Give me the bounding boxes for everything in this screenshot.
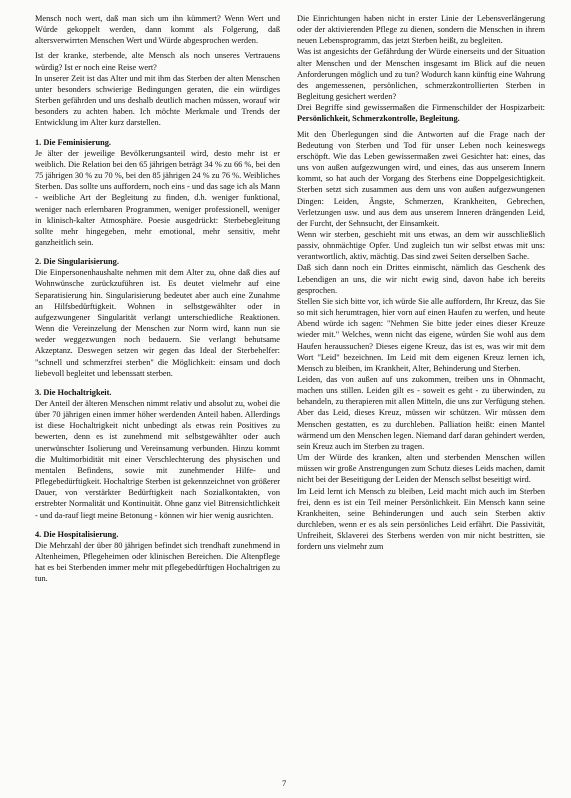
paragraph: Mensch noch wert, daß man sich um ihn kümmert? Wenn Wert und Würde gekoppelt werden, dann kommt als Folgerung, daß altersverwirrten Menschen Wert und Würde abgesprochen werden.	[35, 14, 280, 46]
paragraph: Die Mehrzahl der über 80 jährigen befindet sich trendhaft zunehmend in Altenheimen, Pflegeheimen oder klinischen Bereichen. Die Altenpflege hat es bei Sterbenden immer mehr mit pflegebedürftigen Hochaltrigen zu tun.	[35, 540, 280, 584]
paragraph: Stellen Sie sich bitte vor, ich würde Sie alle auffordern, Ihr Kreuz, das Sie so mit sich herumtragen, hier vorn auf einen Haufen zu werfen, und heute Abend würde ich sagen: "Nehmen Sie bitte jeder eines dieser Kreuze wieder mit." Welches, wenn nicht das eigene, würden Sie wohl aus dem Haufen heraussuchen? Dieses eigene Kreuz, das ist es, was wir mit dem Wort "Leid" bezeichnen. Im Leid mit dem eigenen Kreuz lernen ich, Mensch zu bleiben, im Krankheit, Alter, Behinderung und Sterben.	[297, 296, 545, 373]
section-heading: 3. Die Hochaltrigkeit.	[35, 387, 112, 397]
paragraph: Im Leid lernt ich Mensch zu bleiben, Leid macht mich auch im Sterben frei, denn es ist ein Teil meiner Persönlichkeit. Ein Mensch kann seine Krankheiten, seine Behinderungen und auch sein Sterben aktiv durchleben, wenn er es als sein persönliches Leid erfährt. Die Passivität, Unfreiheit, Sklaverei des Sterbens werden von mir nicht bestritten, sie fordern uns vielmehr zum	[297, 486, 545, 552]
right-column	[297, 13, 545, 553]
paragraph: Ist der kranke, sterbende, alte Mensch als noch unseres Vertrauens würdig? Ist er noch eine Reise wert?	[35, 51, 280, 72]
paragraph: Wenn wir sterben, geschieht mit uns etwas, an dem wir ausschließlich passiv, ohnmächtige Opfer. Und zugleich tun wir selbst etwas mit uns: verantwortlich, aktiv, mächtig. Das sind zwei Seiten derselben Sache.	[297, 229, 545, 262]
page-number: 7	[282, 778, 287, 788]
left-column	[35, 13, 280, 585]
paragraph-text: Drei Begriffe sind gewissermaßen die Firmenschilder der Hospizarbeit:	[297, 103, 545, 113]
paragraph: Der Anteil der älteren Menschen nimmt relativ und absolut zu, wobei die über 70 jährigen einen immer höher werdenden Anteil haben. Allerdings ist diese Hochaltrigkeit nicht unbedingt als etwas rein Positives zu bewerten, denn es ist zunehmend mit selbstgewählter oder auch unerwünschter Isolierung und Vereinsamung verbunden. Hinzu kommt die Multimorbidität mit einer Verschlechterung des physischen und mentalen Befindens, sowie mit zunehmender Hilfe- und Pflegebedürftigkeit. Hochaltrige Sterben ist gekennzeichnet von größerer Dauer, von verstärkter Bedürftigkeit nach Sozialkontakten, von erstrebter Normalität und Kontinuität. Ohne ganz viel Bitrensichtlichkeit - und da-rauf liegt meine Betonung - können wir hier wenig ausrichten.	[35, 399, 280, 520]
section-heading: 1. Die Feminisierung.	[35, 137, 112, 147]
paragraph: Die Einrichtungen haben nicht in erster Linie der Lebensverlängerung oder der aktivierenden Pflege zu dienen, sondern die Menschen in ihrem neuen Lebensprogramm, das jetzt Sterben heißt, zu begleiten.	[297, 14, 545, 46]
paragraph: Was ist angesichts der Gefährdung der Würde einerseits und der Situation alter Menschen und der Menschen insgesamt im Blick auf die neuen Anforderungen möglich und zu tun? Wodurch kann künftig eine Wahrung des angemessenen, persönlichen, schmerzkontrollierten Sterben in Begleitung gesichert werden?	[297, 47, 545, 102]
paragraph	[297, 102, 545, 124]
section-heading: 4. Die Hospitalisierung.	[35, 529, 119, 539]
section-heading: 2. Die Singularisierung.	[35, 257, 119, 267]
paragraph: Die Einpersonenhaushalte nehmen mit dem Alter zu, ohne daß dies auf Wohnwünsche zurückzuführen ist. Es deutet vielmehr auf eine Separatisierung hin. Singularisierung bedeutet aber auch eine Zunahme an Hilfsbedürftigkeit. Wohnen in selbstgewählter oder in aufgezwungener Singularität verlangt unterschiedliche Reaktionen. Wenn die Vereinzelung der Menschen zur Norm wird, kann nun sie weder weggezwungen noch bedauern. Sie verlangt behutsame Akzeptanz. Deswegen setzen wir gegen das Ideal der Sterbehelfer: "schnell und schmerzfrei sterben" die Möglichkeit: einsam und doch liebevoll begleitet und lebenssatt sterben.	[35, 268, 280, 378]
keywords: Persönlichkeit, Schmerzkontrolle, Begleitung.	[297, 114, 460, 124]
paragraph: Je älter der jeweilige Bevölkerungsanteil wird, desto mehr ist er weiblich. Die Relation bei den 65 jährigen beträgt 34 % zu 66 %, bei den 75 jährigen 30 % zu 70 %, bei den 85 jährigen 24 % zu 76 %. Weibliches Sterben. Das sollte uns auffordern, noch eins - und das sage ich als Mann - weibliche Art der Begleitung zu finden, d.h. weniger funktional, weniger nach erlernbaren Programmen, weniger professionell, weniger in klinisch-kalter Atmosphäre. Poesie ausgedrückt: Sterbebegleitung sollte mehr hingegeben, mehr emotional, mehr sensitiv, mehr ganzheitlich sein.	[35, 148, 280, 247]
paragraph: Mit den Überlegungen sind die Antworten auf die Frage nach der Bedeutung von Sterben und Tod für unser Leben noch keineswegs erschöpft. Wie das Leben gewissermaßen zwei Gesichter hat: eines, das uns von außen aufgezwungen wird, und eines, das aus unserem Innern kommt, so hat auch der Vorgang des Sterbens eine Doppelgesichtigkeit. Sterben setzt sich zusammen aus dem uns von außen aufgezwungenen Dingen: Leiden, Ängste, Schmerzen, Krankheiten, Gebrechen, Verletzungen usw. und aus dem aus unserem Inneren drängenden Leid, der Furcht, der Sehnsucht, der Einsamkeit.	[297, 129, 545, 228]
paragraph: Daß sich dann noch ein Drittes einmischt, nämlich das Geschenk des Lebendigen an uns, die wir nicht ewig sind, davon habe ich bereits gesprochen.	[297, 263, 545, 295]
paragraph: Um der Würde des kranken, alten und sterbenden Menschen willen müssen wir große Anstrengungen zum Schutz dieses Leids machen, damit nicht bei der Beseitigung der Leiden der Mensch selbst beseitigt wird.	[297, 453, 545, 485]
paragraph: In unserer Zeit ist das Alter und mit ihm das Sterben der alten Menschen unter besonders schwierige Bedingungen geraten, die ein würdiges Sterben gefährden und uns deshalb deutlich machen müssen, worauf wir besonders zu achten haben. Ich möchte Merkmale und Trends der Entwicklung im Alter kurz darstellen.	[35, 73, 280, 128]
paragraph: Leiden, das von außen auf uns zukommen, treiben uns in Ohnmacht, machen uns stillen. Leiden gilt es - soweit es geht - zu überwinden, zu behandeln, zu therapieren mit allen Mitteln, die uns zur Verfügung stehen. Aber das Leid, dieses Kreuz, müssen wir schützen. Wir müssen dem Menschen gestatten, es zu durchleben. Palliation heißt: einen Mantel wärmend um den Menschen legen. Niemand darf daran gehindert werden, sein Kreuz auch im Sterben zu tragen.	[297, 375, 545, 451]
